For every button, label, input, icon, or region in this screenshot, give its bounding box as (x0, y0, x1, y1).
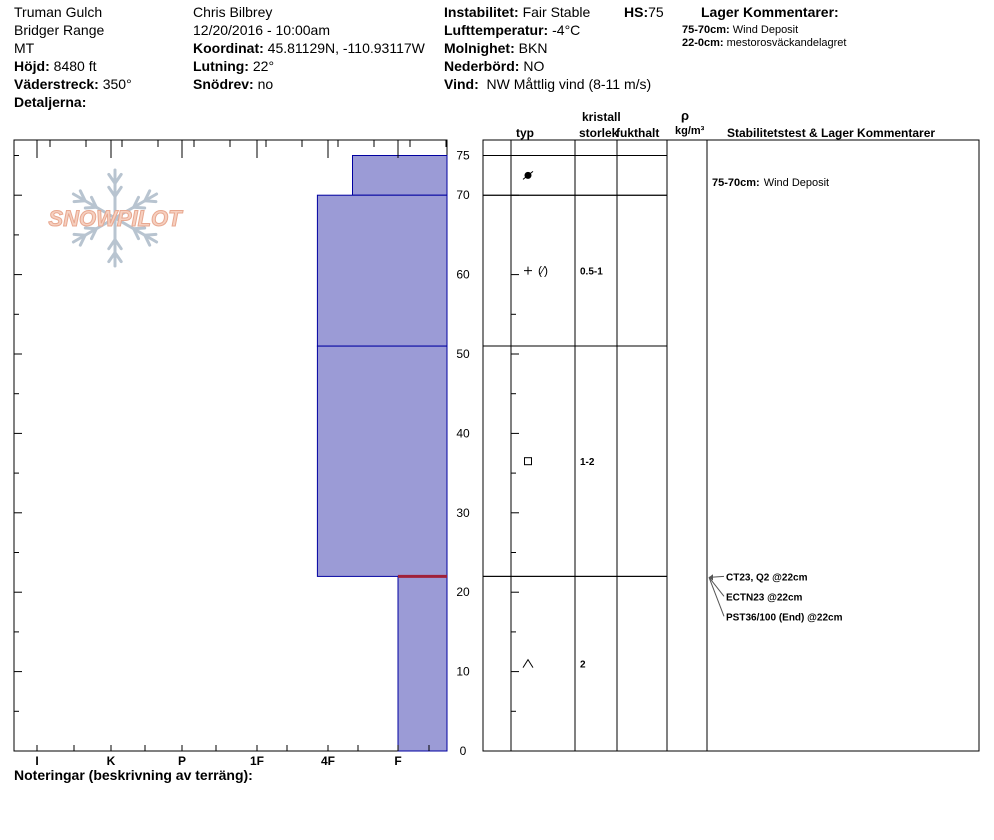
snowpilot-logo (48, 170, 183, 266)
logo-text: SNOWPILOT (48, 206, 182, 231)
type-header: typ (516, 126, 534, 140)
layer-comment-1: 75-70cm: Wind Deposit (682, 24, 799, 36)
hardness-label: K (106, 754, 116, 768)
stability-test-label: CT23, Q2 @22cm (726, 572, 808, 584)
stability-test-label: ECTN23 @22cm (726, 592, 803, 604)
details-label: Detaljerna: (14, 94, 87, 110)
grain-size-label: 1-2 (580, 457, 595, 469)
notes-label: Noteringar (beskrivning av terräng): (14, 767, 253, 783)
stability-test-label: PST36/100 (End) @22cm (726, 612, 843, 624)
hardness-label: I (35, 754, 39, 768)
grain-type-fc-icon (525, 458, 532, 465)
snow-layer-1 (317, 195, 447, 346)
moisture-header: fukthalt (616, 126, 660, 140)
depth-label: 0 (459, 744, 467, 758)
stability-rating: Instabilitet: Fair Stable (444, 4, 591, 20)
depth-label: 75 (456, 148, 470, 163)
hardness-label: P (177, 754, 187, 768)
grain-size-label: 0.5-1 (580, 266, 603, 278)
snow-layer-2 (317, 346, 447, 576)
slope-angle: Lutning: 22° (193, 58, 275, 74)
depth-label: 20 (456, 585, 470, 600)
observer: Chris Bilbrey (193, 4, 273, 20)
state: MT (14, 40, 35, 56)
depth-label: 70 (456, 188, 470, 203)
layer-comments-title: Lager Kommentarer: (701, 4, 839, 20)
layer-table-frame (483, 140, 979, 751)
stability-header: Stabilitetstest & Lager Kommentarer (727, 126, 936, 140)
grain-type-ppgp-icon (523, 171, 533, 179)
grain-type-pp-df-icon (524, 264, 548, 278)
crystal-header: kristall (582, 110, 621, 124)
precipitation: Nederbörd: NO (444, 58, 545, 74)
stability-comment-75-70: 75-70cm: Wind Deposit (712, 177, 830, 189)
depth-label: 40 (456, 426, 470, 441)
snow-drift: Snödrev: no (193, 76, 274, 92)
coordinates: Koordinat: 45.81129N, -110.93117W (193, 40, 425, 56)
sky-cover: Molnighet: BKN (444, 40, 548, 56)
mountain-range: Bridger Range (14, 22, 105, 38)
elevation: Höjd: 8480 ft (14, 58, 97, 74)
depth-label: 60 (456, 267, 470, 282)
test-pointer (709, 577, 724, 596)
depth-label: 30 (456, 505, 470, 520)
wind: Vind: NW Måttlig vind (8-11 m/s) (444, 76, 652, 92)
snow-layer-0 (353, 156, 448, 196)
grain-size-label: 2 (580, 659, 586, 671)
snow-layer-3 (398, 576, 447, 751)
size-header: storlek (579, 126, 619, 140)
svg-text:(⁄): (⁄) (538, 263, 548, 278)
layer-comment-2: 22-0cm: mestorosväckandelagret (682, 37, 847, 49)
location-name: Truman Gulch (14, 4, 103, 20)
density-symbol: ρ (681, 108, 690, 123)
hardness-label: F (394, 754, 402, 768)
aspect: Väderstreck: 350° (14, 76, 132, 92)
date-time: 12/20/2016 - 10:00am (193, 22, 330, 38)
test-pointer (709, 577, 724, 616)
snow-height: HS:75 (624, 4, 664, 20)
air-temperature: Lufttemperatur: -4°C (444, 22, 581, 38)
hardness-label: 4F (320, 754, 336, 768)
depth-label: 50 (456, 347, 470, 361)
grain-type-dh-icon (523, 660, 533, 668)
depth-label: 10 (456, 664, 470, 679)
hardness-label: 1F (249, 754, 265, 768)
density-unit: kg/m³ (675, 125, 705, 137)
